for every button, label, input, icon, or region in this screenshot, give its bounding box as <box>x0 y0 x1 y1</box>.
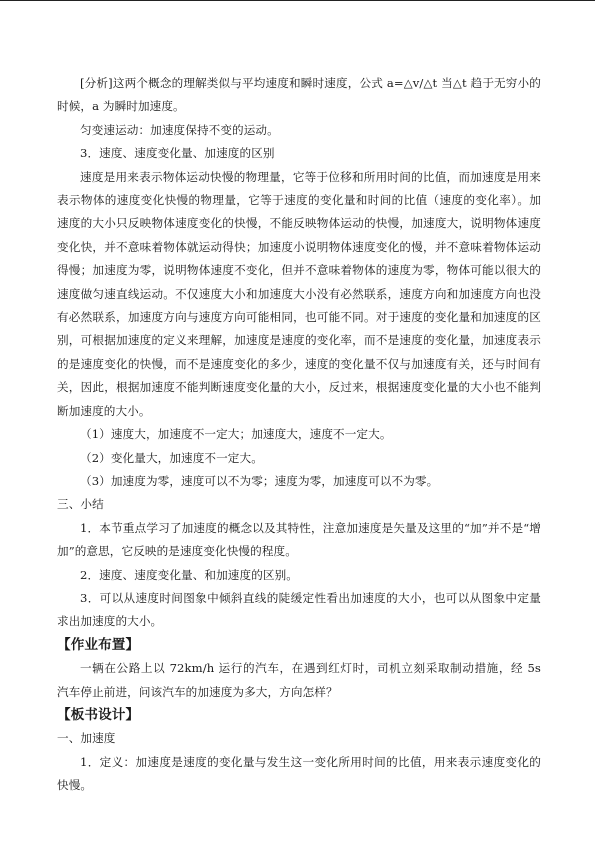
document-page <box>57 72 553 798</box>
analysis-paragraph: [分析]这两个概念的理解类似与平均速度和瞬时速度，公式 a=△v/△t 当△t 趋于无穷小的时候，a 为瞬时加速度。 <box>57 76 541 114</box>
main-explanation-paragraph: 速度是用来表示物体运动快慢的物理量，它等于位移和所用时间的比值，而加速度是用来表示物体的速度变化快慢的物理量，它等于速度的变化量和时间的比值（速度的变化率）。加速度的大小只反映物体速度变化的快慢，不能反映物体运动的快慢，加速度大，说明物体速度变化快，并不意味着物体就运动得快；加速度小说明物体速度变化的慢，并不意味着物体运动得慢；加速度为零，说明物体速度不变化，但并不意味着物体的速度为零，物体可能以很大的速度做匀速直线运动。不仅速度大小和加速度大小没有必然联系，速度方向和加速度方向也没有必然联系，加速度方向与速度方向可能相同，也可能不同。对于速度的变化量和加速度的区别，可根据加速度的定义来理解，加速度是速度的变化率，而不是速度的变化量，加速度表示的是速度变化的快慢，而不是速度变化的多少，速度的变化量不仅与加速度有关，还与时间有关，因此，根据加速度不能判断速度变化量的大小，反过来，根据速度变化量的大小也不能判断加速度的大小。 <box>57 169 541 418</box>
board-definition: 1．定义：加速度是速度的变化量与发生这一变化所用时间的比值，用来表示速度变化的快慢。 <box>57 754 541 793</box>
homework-heading: 【作业布置】 <box>57 636 140 653</box>
board-section-1: 一、加速度 <box>57 731 116 746</box>
homework-text: 一辆在公路上以 72km/h 运行的汽车，在遇到红灯时，司机立刻采取制动措施，经 5s 汽车停止前进，问该汽车的加速度为多大，方向怎样？ <box>57 661 553 699</box>
summary-point-3: 3．可以从速度时间图象中倾斜直线的陡缓定性看出加速度的大小，也可以从图象中定量求出加速度的大小。 <box>57 590 541 629</box>
summary-point-1: 1．本节重点学习了加速度的概念以及其特性，注意加速度是矢量及这里的“加”并不是“增加”的意思，它反映的是速度变化快慢的程度。 <box>57 520 541 559</box>
page-top-rule <box>0 0 595 1</box>
case-2-line: （2）变化量大，加速度不一定大。 <box>80 450 263 465</box>
item-3-heading: 3．速度、速度变化量、加速度的区别 <box>80 146 275 161</box>
board-design-heading: 【板书设计】 <box>57 706 140 723</box>
uniform-motion-paragraph: 匀变速运动：加速度保持不变的运动。 <box>80 122 279 137</box>
summary-heading: 三、小结 <box>57 497 104 512</box>
case-3-line: （3）加速度为零，速度可以不为零；速度为零，加速度可以不为零。 <box>80 473 439 488</box>
summary-point-2: 2．速度、速度变化量、和加速度的区别。 <box>80 567 298 582</box>
case-1-line: （1）速度大，加速度不一定大；加速度大，速度不一定大。 <box>80 427 392 442</box>
